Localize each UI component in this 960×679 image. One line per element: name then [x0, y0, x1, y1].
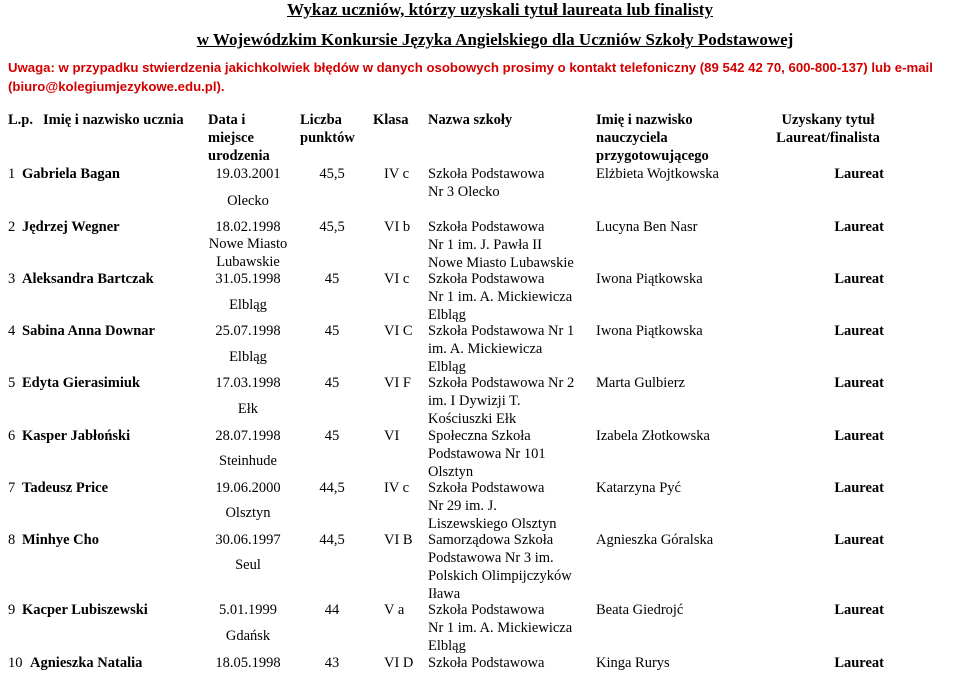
school-line: Szkoła Podstawowa: [428, 219, 545, 235]
row-points: 45,5: [319, 166, 345, 182]
place-line: Nowe Miasto: [208, 236, 288, 252]
row-school: [428, 601, 572, 655]
row-birth-place: Olsztyn: [225, 505, 271, 521]
header-line: nauczyciela: [596, 130, 668, 146]
school-line: Szkoła Podstawowa: [428, 271, 545, 287]
school-line: Nr 1 im. A. Mickiewicza: [428, 289, 573, 305]
row-birth-place: Olecko: [227, 193, 269, 209]
row-lp: 5: [8, 375, 16, 391]
row-student-name: Agnieszka Natalia: [30, 655, 143, 671]
row-teacher: Lucyna Ben Nasr: [596, 219, 698, 235]
school-line: Iława: [428, 586, 461, 602]
row-points: 45: [324, 271, 340, 287]
header-lp: L.p.: [8, 112, 33, 128]
header-school: Nazwa szkoły: [428, 112, 513, 128]
school-line: Szkoła Podstawowa: [428, 480, 545, 496]
row-birth-place: Gdańsk: [225, 628, 271, 644]
row-teacher: Elżbieta Wojtkowska: [596, 166, 719, 182]
row-class: VI D: [384, 655, 414, 671]
school-line: Podstawowa Nr 101: [428, 446, 546, 462]
school-line: im. I Dywizji T.: [428, 393, 521, 409]
row-lp: 2: [8, 219, 16, 235]
row-student-name: Kasper Jabłoński: [22, 428, 131, 444]
header-line: Data i: [208, 112, 246, 128]
row-points: 44,5: [319, 480, 345, 496]
row-birth-date: 28.07.1998: [215, 428, 281, 444]
row-birth-place: Elbląg: [229, 349, 267, 365]
row-birth-date: 31.05.1998: [215, 271, 281, 287]
row-birth-date: 30.06.1997: [215, 532, 281, 548]
header-student-name: Imię i nazwisko ucznia: [43, 112, 184, 128]
row-birth-date: 19.03.2001: [215, 166, 281, 182]
row-title: Laureat: [834, 480, 884, 496]
row-student-name: Tadeusz Price: [22, 480, 109, 496]
row-class: VI: [384, 428, 400, 444]
row-title: Laureat: [834, 375, 884, 391]
header-line: urodzenia: [208, 148, 270, 164]
row-points: 45: [324, 375, 340, 391]
row-points: 45: [324, 428, 340, 444]
school-line: Społeczna Szkoła: [428, 428, 531, 444]
row-birth-place: Ełk: [237, 401, 259, 417]
header-line: Imię i nazwisko: [596, 112, 693, 128]
row-title: Laureat: [834, 323, 884, 339]
row-lp: 9: [8, 602, 16, 618]
row-birth-place: Steinhude: [219, 453, 277, 469]
header-points: [300, 111, 355, 147]
header-line: punktów: [300, 130, 355, 146]
row-class: VI c: [384, 271, 410, 287]
row-student-name: Minhye Cho: [22, 532, 99, 548]
row-teacher: Iwona Piątkowska: [596, 271, 703, 287]
row-birth-date: 18.02.1998: [215, 219, 281, 235]
header-title: [772, 111, 884, 147]
row-points: 45,5: [319, 219, 345, 235]
row-teacher: Marta Gulbierz: [596, 375, 685, 391]
row-birth-date: 17.03.1998: [215, 375, 281, 391]
school-line: im. A. Mickiewicza: [428, 341, 543, 357]
row-birth-date: 5.01.1999: [219, 602, 277, 618]
school-line: Elbląg: [428, 307, 466, 323]
row-title: Laureat: [834, 532, 884, 548]
row-title: Laureat: [834, 602, 884, 618]
row-school: [428, 218, 574, 272]
school-line: Szkoła Podstawowa: [428, 602, 545, 618]
header-birth: [208, 111, 270, 165]
row-class: VI C: [384, 323, 413, 339]
row-title: Laureat: [834, 655, 884, 671]
school-line: Szkoła Podstawowa: [428, 655, 545, 671]
row-school: [428, 322, 574, 376]
header-line: Liczba: [300, 112, 342, 128]
school-line: Olsztyn: [428, 464, 474, 480]
error-notice: [8, 58, 958, 96]
row-birth-date: 25.07.1998: [215, 323, 281, 339]
row-teacher: Iwona Piątkowska: [596, 323, 703, 339]
row-school: [428, 374, 574, 428]
row-title: Laureat: [834, 428, 884, 444]
row-birth-date: 18.05.1998: [215, 655, 281, 671]
row-points: 44,5: [319, 532, 345, 548]
row-title: Laureat: [834, 271, 884, 287]
header-class: Klasa: [373, 112, 409, 128]
row-birth-place: Elbląg: [229, 297, 267, 313]
header-line: przygotowującego: [596, 148, 709, 164]
row-title: Laureat: [834, 166, 884, 182]
header-teacher: [596, 111, 709, 165]
school-line: Nr 1 im. J. Pawła II: [428, 237, 542, 253]
row-teacher: Beata Giedrojć: [596, 602, 684, 618]
row-teacher: Agnieszka Góralska: [596, 532, 714, 548]
row-school: [428, 165, 544, 201]
school-line: Nr 29 im. J.: [428, 498, 497, 514]
row-points: 43: [324, 655, 340, 671]
notice-line: (biuro@kolegiumjezykowe.edu.pl).: [8, 79, 225, 94]
school-line: Elbląg: [428, 359, 466, 375]
document-subtitle: w Wojewódzkim Konkursie Języka Angielskiego dla Uczniów Szkoły Podstawowej: [196, 30, 794, 49]
row-class: VI b: [384, 219, 411, 235]
row-lp: 3: [8, 271, 16, 287]
row-lp: 8: [8, 532, 16, 548]
row-school: [428, 654, 544, 672]
document-title: Wykaz uczniów, którzy uzyskali tytuł laureata lub finalisty: [287, 0, 713, 19]
row-points: 45: [324, 323, 340, 339]
notice-line: Uwaga: w przypadku stwierdzenia jakichkolwiek błędów w danych osobowych prosimy o kontakt telefoniczny (89 542 42 70, 600-800-137) lub e-mail: [8, 60, 933, 75]
row-teacher: Katarzyna Pyć: [596, 480, 681, 496]
row-class: VI B: [384, 532, 413, 548]
row-teacher: Kinga Rurys: [596, 655, 670, 671]
row-class: IV c: [384, 166, 410, 182]
school-line: Elbląg: [428, 638, 466, 654]
school-line: Nr 1 im. A. Mickiewicza: [428, 620, 573, 636]
row-school: [428, 531, 572, 603]
row-title: Laureat: [834, 219, 884, 235]
row-lp: 6: [8, 428, 16, 444]
row-lp: 7: [8, 480, 16, 496]
row-student-name: Gabriela Bagan: [22, 166, 120, 182]
row-birth-place: Seul: [235, 557, 261, 573]
school-line: Liszewskiego Olsztyn: [428, 516, 557, 532]
row-class: V a: [384, 602, 405, 618]
place-line: Lubawskie: [216, 254, 280, 270]
row-birth-date: 19.06.2000: [215, 480, 281, 496]
school-line: Kościuszki Ełk: [428, 411, 517, 427]
school-line: Nowe Miasto Lubawskie: [428, 255, 574, 271]
school-line: Nr 3 Olecko: [428, 184, 500, 200]
school-line: Szkoła Podstawowa Nr 1: [428, 323, 575, 339]
school-line: Szkoła Podstawowa: [428, 166, 545, 182]
row-class: IV c: [384, 480, 410, 496]
header-line: miejsce: [208, 130, 254, 146]
school-line: Samorządowa Szkoła: [428, 532, 554, 548]
row-lp: 10: [8, 655, 23, 671]
row-student-name: Kacper Lubiszewski: [22, 602, 148, 618]
row-birth-place: [203, 235, 293, 271]
school-line: Szkoła Podstawowa Nr 2: [428, 375, 575, 391]
row-school: [428, 270, 572, 324]
row-student-name: Jędrzej Wegner: [22, 219, 120, 235]
row-teacher: Izabela Złotkowska: [596, 428, 710, 444]
header-line: Uzyskany tytuł: [781, 112, 875, 128]
row-class: VI F: [384, 375, 411, 391]
header-line: Laureat/finalista: [776, 130, 880, 146]
row-lp: 1: [8, 166, 16, 182]
school-line: Podstawowa Nr 3 im.: [428, 550, 554, 566]
row-student-name: Sabina Anna Downar: [22, 323, 155, 339]
row-student-name: Aleksandra Bartczak: [22, 271, 154, 287]
row-school: [428, 427, 546, 481]
row-points: 44: [324, 602, 340, 618]
school-line: Polskich Olimpijczyków: [428, 568, 572, 584]
row-school: [428, 479, 556, 533]
row-student-name: Edyta Gierasimiuk: [22, 375, 141, 391]
row-lp: 4: [8, 323, 16, 339]
